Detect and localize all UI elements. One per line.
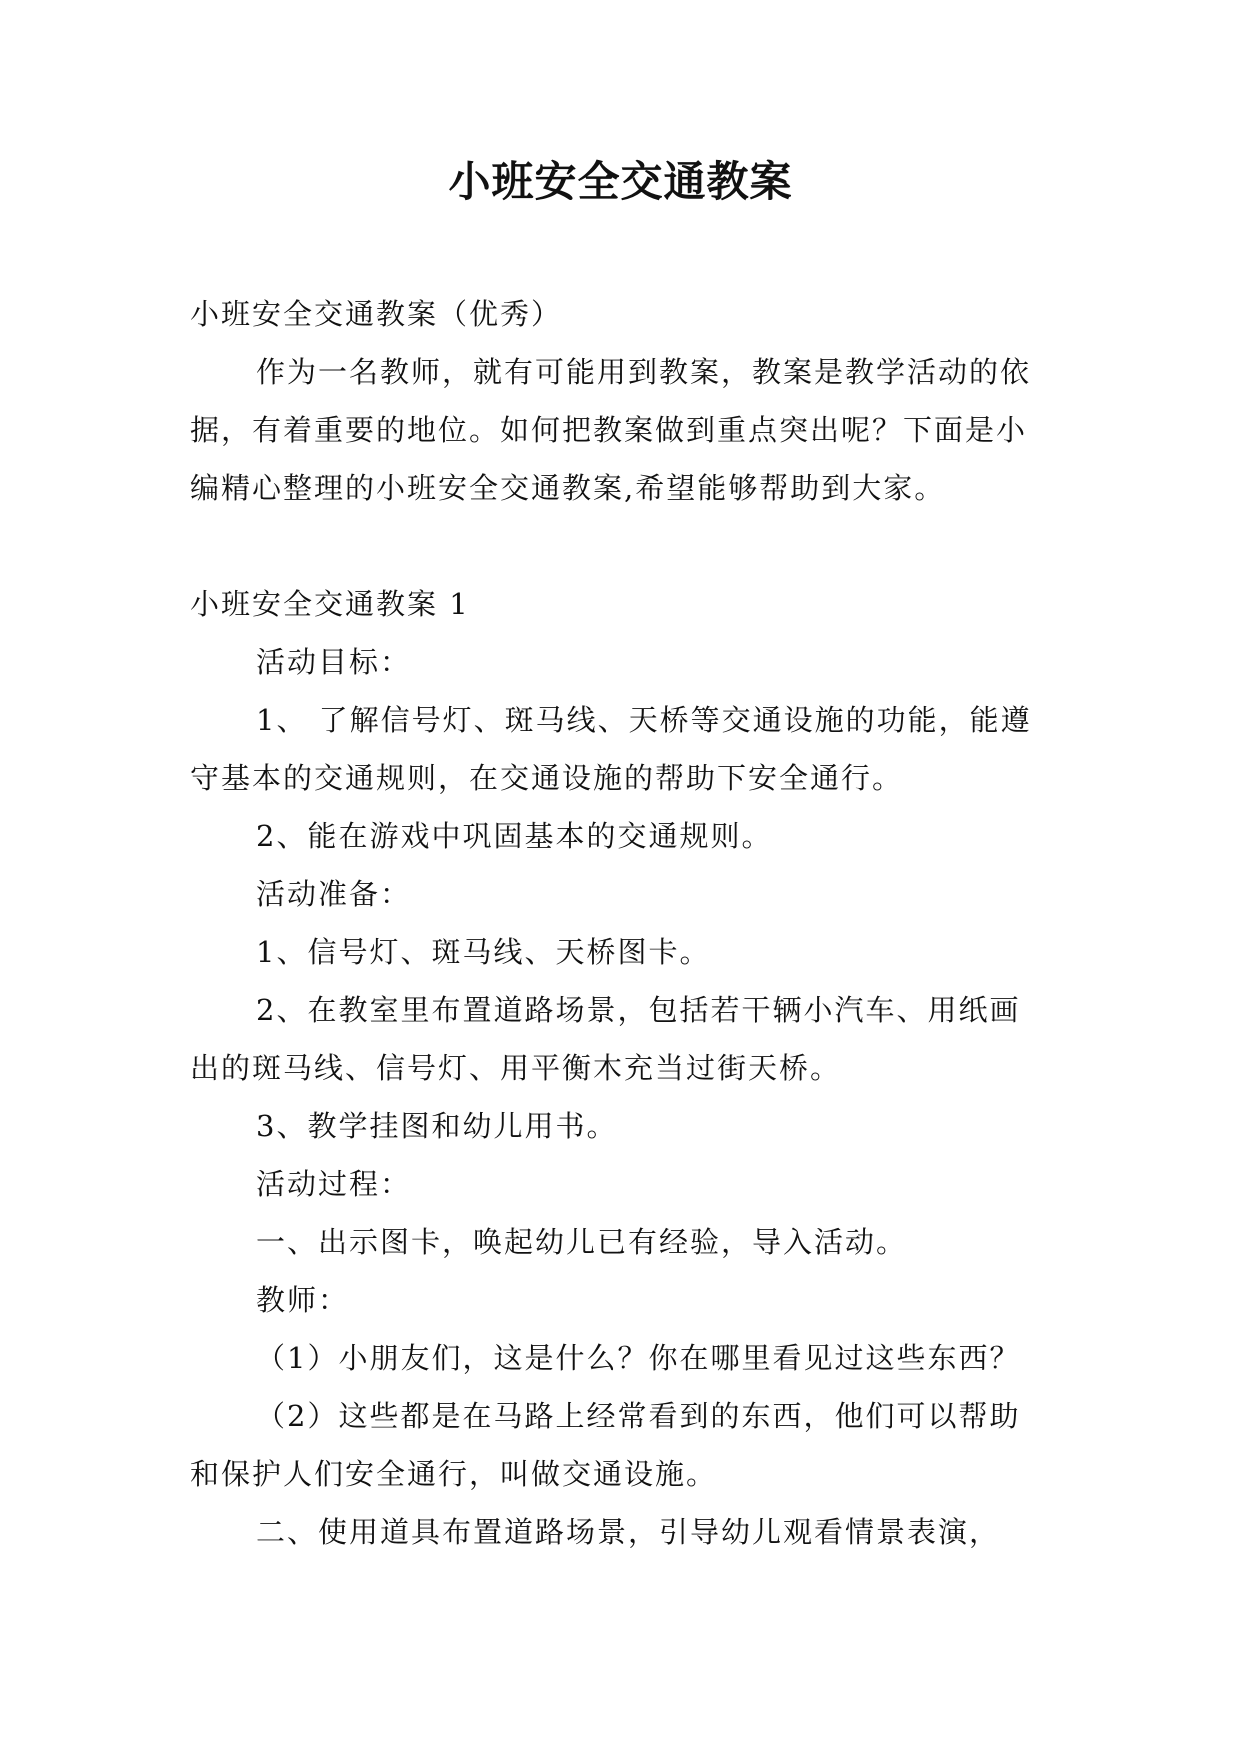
intro-paragraph: 作为一名教师，就有可能用到教案，教案是教学活动的依据，有着重要的地位。如何把教案做到重点突出呢？下面是小编精心整理的小班安全交通教案,希望能够帮助到大家。: [190, 355, 1032, 505]
body-paragraph: 活动过程：: [256, 1167, 412, 1201]
section-heading: 小班安全交通教案 1: [190, 587, 470, 621]
body-paragraph: 2、能在游戏中巩固基本的交通规则。: [256, 819, 773, 853]
body-paragraph: 一、出示图卡，唤起幼儿已有经验，导入活动。: [256, 1225, 908, 1259]
body-paragraph: 教师：: [256, 1283, 350, 1317]
body-paragraph: 1、信号灯、斑马线、天桥图卡。: [256, 935, 711, 969]
body-paragraph: 活动目标：: [256, 645, 412, 679]
body-paragraph: 二、使用道具布置道路场景，引导幼儿观看情景表演，: [256, 1515, 1001, 1549]
body-paragraph: 1、 了解信号灯、斑马线、天桥等交通设施的功能，能遵守基本的交通规则，在交通设施的帮助下安全通行。: [190, 703, 1032, 795]
body-paragraph: 活动准备：: [256, 877, 412, 911]
document-title: 小班安全交通教案: [448, 157, 793, 206]
body-paragraph: （1）小朋友们，这是什么？你在哪里看见过这些东西？: [256, 1341, 1021, 1375]
body-paragraph: （2）这些都是在马路上经常看到的东西，他们可以帮助和保护人们安全通行，叫做交通设施。: [190, 1399, 1021, 1491]
subtitle-paragraph: 小班安全交通教案（优秀）: [190, 297, 563, 331]
section-spacer: [190, 517, 1050, 575]
document-body: [190, 285, 1050, 1561]
body-paragraph: 2、在教室里布置道路场景，包括若干辆小汽车、用纸画出的斑马线、信号灯、用平衡木充当过街天桥。: [190, 993, 1021, 1085]
body-paragraph: 3、教学挂图和幼儿用书。: [256, 1109, 618, 1143]
